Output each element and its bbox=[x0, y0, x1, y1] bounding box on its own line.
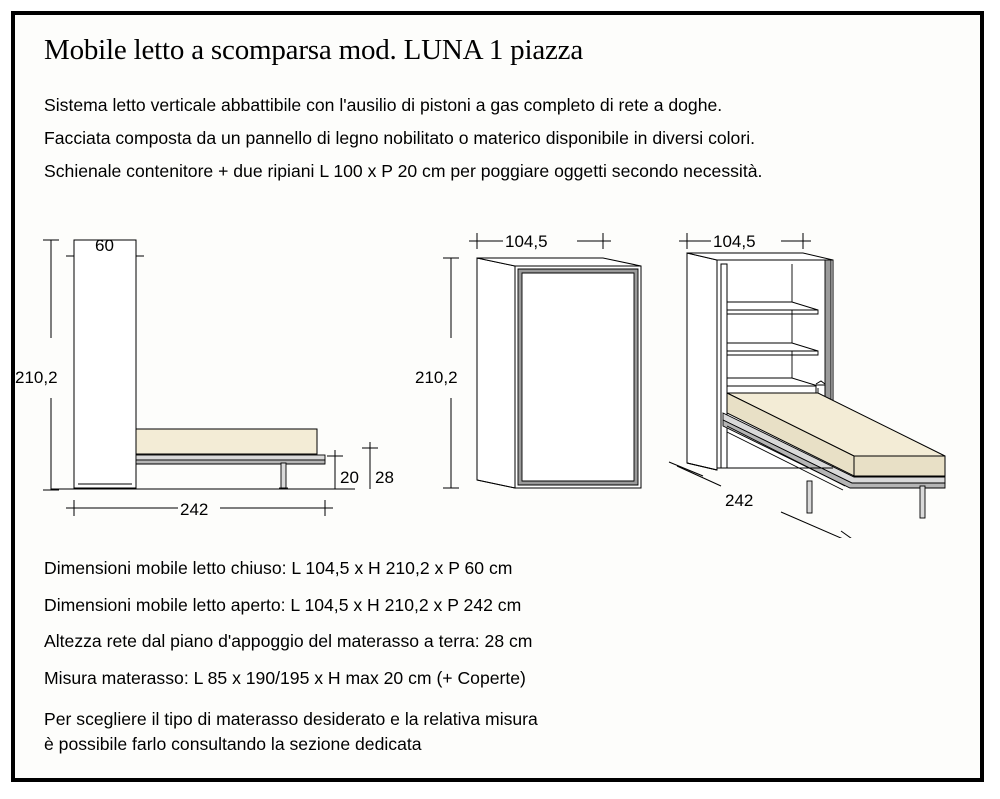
open-door-panel bbox=[687, 253, 717, 470]
mattress-side bbox=[136, 429, 317, 454]
technical-drawings bbox=[15, 198, 988, 538]
description-line: Sistema letto verticale abbattibile con l'ausilio di pistoni a gas completo di rete a doghe. bbox=[44, 95, 723, 115]
description-block bbox=[44, 89, 944, 188]
bed-leg-rear bbox=[920, 486, 925, 518]
dimension-label-242-side: 242 bbox=[180, 500, 209, 519]
note-line: Per scegliere il tipo di materasso desiderato e la relativa misura bbox=[44, 709, 538, 729]
page-title: Mobile letto a scomparsa mod. LUNA 1 piazza bbox=[44, 34, 584, 66]
dimension-bed-28 bbox=[362, 442, 394, 489]
dimension-label-242-open: 242 bbox=[725, 491, 754, 510]
slat-base bbox=[136, 455, 325, 460]
cabinet-side-profile bbox=[74, 240, 136, 488]
dimension-label-210-side: 210,2 bbox=[15, 368, 58, 387]
specifications-block bbox=[44, 550, 944, 757]
spec-line: Altezza rete dal piano d'appoggio del materasso a terra: 28 cm bbox=[44, 631, 533, 651]
dimension-label-60: 60 bbox=[95, 236, 114, 255]
spec-line: Dimensioni mobile letto chiuso: L 104,5 x H 210,2 x P 60 cm bbox=[44, 558, 513, 578]
cabinet-right-post bbox=[825, 260, 831, 405]
cabinet-door-face bbox=[515, 266, 641, 488]
dimension-mattress-20 bbox=[327, 450, 359, 489]
description-line: Facciata composta da un pannello di legno nobilitato o materico disponibile in diversi colori. bbox=[44, 128, 756, 148]
drawing-open-bed bbox=[669, 232, 945, 538]
dimension-height-210 bbox=[43, 240, 59, 490]
dimension-label-104-closed: 104,5 bbox=[505, 232, 548, 251]
cabinet-left-post bbox=[721, 264, 727, 468]
mattress-foot-face bbox=[854, 456, 945, 476]
bed-leg-front bbox=[807, 481, 812, 513]
spec-line: Dimensioni mobile letto aperto: L 104,5 x H 210,2 x P 242 cm bbox=[44, 594, 522, 615]
spec-line: Misura materasso: L 85 x 190/195 x H max 20 cm (+ Coperte) bbox=[44, 667, 526, 688]
bed-leg bbox=[281, 463, 286, 488]
dimension-label-210-closed: 210,2 bbox=[415, 368, 458, 387]
note-block bbox=[44, 707, 944, 757]
drawing-closed-cabinet bbox=[415, 232, 641, 488]
specification-sheet bbox=[11, 11, 984, 782]
drawing-side-view bbox=[15, 236, 394, 519]
note-line: è possibile farlo consultando la sezione dedicata bbox=[44, 734, 422, 754]
dimension-label-28: 28 bbox=[375, 468, 394, 487]
dimension-label-20: 20 bbox=[340, 468, 359, 487]
description-line: Schienale contenitore + due ripiani L 100 x P 20 cm per poggiare oggetti secondo necessità. bbox=[44, 161, 763, 181]
cabinet-side-panel bbox=[477, 258, 515, 488]
dimension-label-104-open: 104,5 bbox=[713, 232, 756, 251]
